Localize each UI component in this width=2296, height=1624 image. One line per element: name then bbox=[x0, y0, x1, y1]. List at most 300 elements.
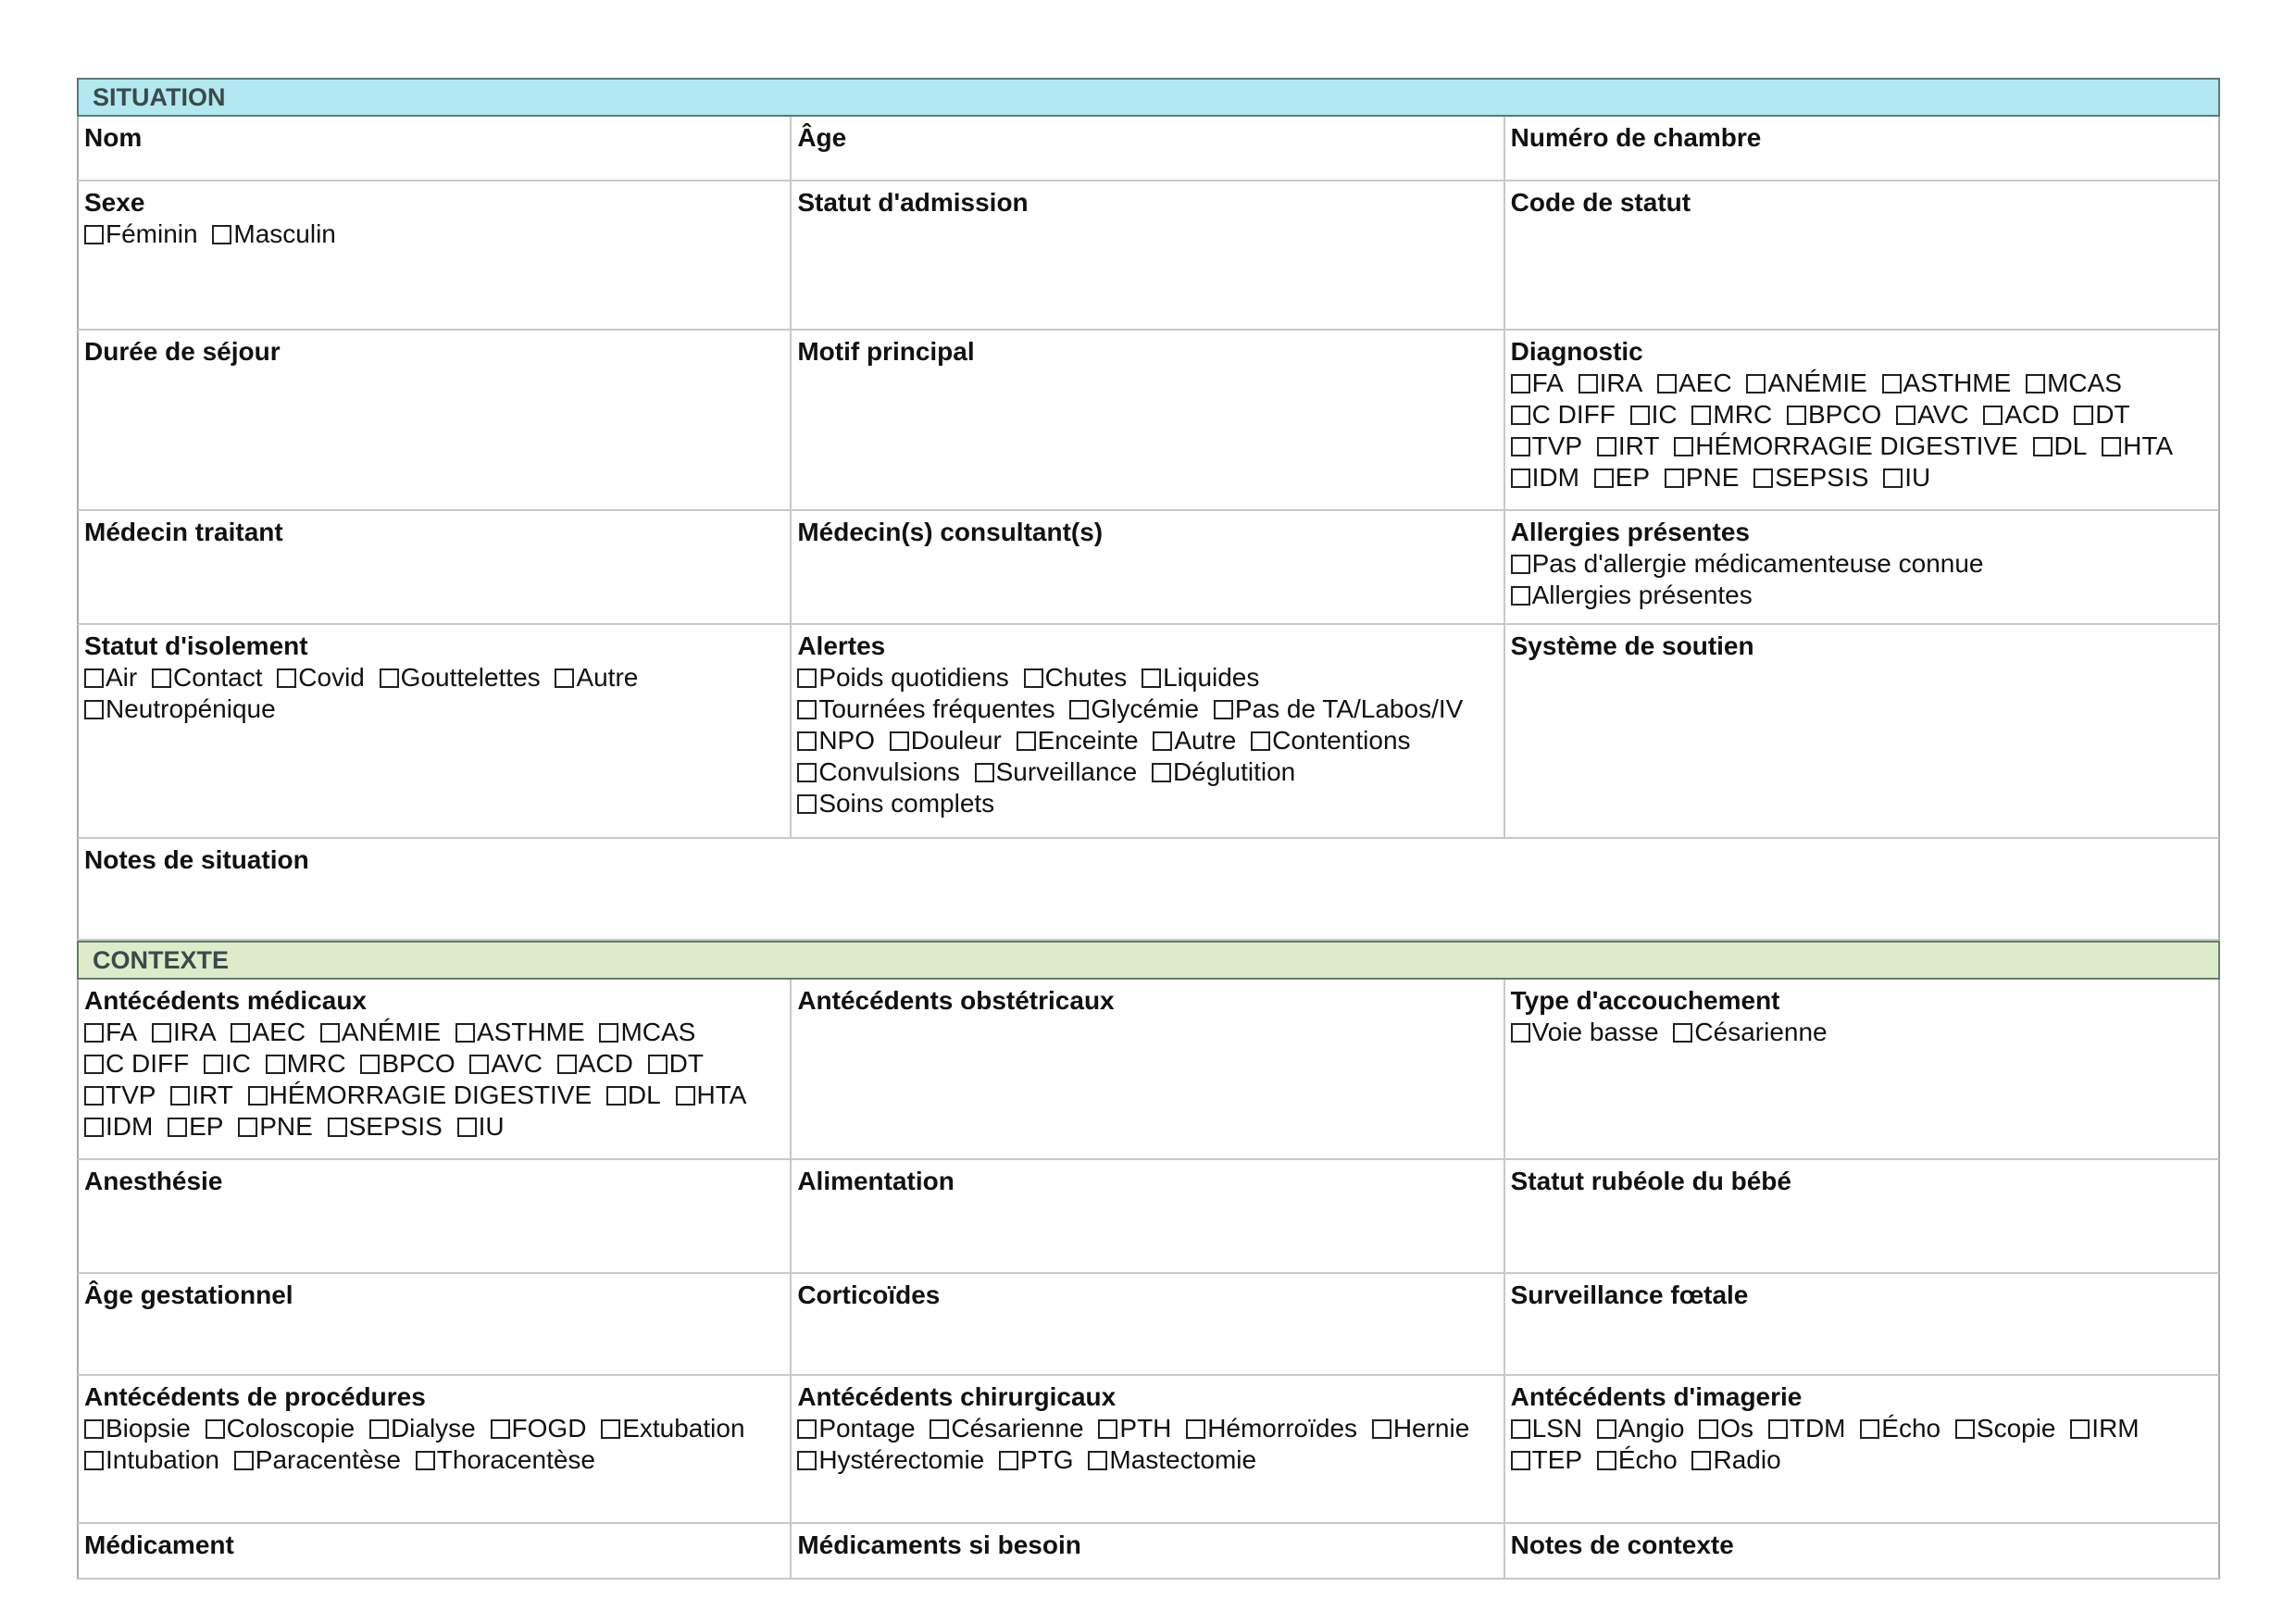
checkbox-option[interactable] bbox=[2102, 431, 2173, 460]
field-label: Statut d'isolement bbox=[84, 631, 308, 660]
field-motif-principal[interactable] bbox=[792, 331, 1504, 509]
checkbox-option[interactable] bbox=[1597, 1445, 1678, 1474]
checkbox[interactable] bbox=[1088, 1451, 1107, 1470]
checkbox[interactable] bbox=[1597, 1451, 1616, 1470]
checkbox[interactable] bbox=[84, 1118, 104, 1137]
checkbox[interactable] bbox=[1511, 1023, 1530, 1043]
checkbox[interactable] bbox=[1955, 1419, 1975, 1439]
checkbox-label: Radio bbox=[1713, 1445, 1781, 1474]
field-alertes[interactable] bbox=[792, 625, 1504, 837]
field-allergies-presentes[interactable] bbox=[1505, 511, 2218, 623]
checkbox-option[interactable] bbox=[1511, 549, 1984, 578]
checkbox[interactable] bbox=[1017, 731, 1036, 751]
checkbox-option[interactable] bbox=[601, 1414, 744, 1443]
checkbox-option[interactable] bbox=[1883, 463, 1930, 492]
situation-rows bbox=[77, 117, 2220, 941]
checkbox-label: ASTHME bbox=[1903, 369, 2012, 397]
checkbox-label: Covid bbox=[298, 663, 365, 692]
checkbox-option[interactable] bbox=[1511, 1445, 1582, 1474]
checkbox[interactable] bbox=[1753, 468, 1773, 488]
checkbox-option[interactable] bbox=[1787, 400, 1881, 429]
checkbox-option[interactable] bbox=[1882, 369, 2012, 397]
field-corticoides[interactable] bbox=[792, 1274, 1504, 1374]
checkbox-label: Liquides bbox=[1163, 663, 1260, 692]
checkbox[interactable] bbox=[1214, 700, 1233, 719]
checkbox-option[interactable] bbox=[1511, 1414, 1582, 1443]
field-systeme-de-soutien[interactable] bbox=[1505, 625, 2218, 837]
checkbox[interactable] bbox=[648, 1055, 668, 1074]
checkbox[interactable] bbox=[369, 1419, 389, 1439]
checkbox-option[interactable] bbox=[84, 1081, 156, 1109]
situation-row bbox=[77, 181, 2220, 331]
checkbox-option[interactable] bbox=[797, 757, 960, 786]
checkbox[interactable] bbox=[599, 1023, 618, 1043]
field-label: Nom bbox=[84, 123, 143, 152]
checkbox-option[interactable] bbox=[1511, 369, 1564, 397]
checkbox[interactable] bbox=[266, 1055, 285, 1074]
checkbox[interactable] bbox=[168, 1118, 187, 1137]
checkbox[interactable] bbox=[1896, 406, 1915, 425]
checkbox[interactable] bbox=[1597, 437, 1616, 456]
checkbox-group bbox=[84, 1017, 784, 1143]
checkbox[interactable] bbox=[1883, 468, 1903, 488]
field-label: Notes de situation bbox=[84, 845, 309, 874]
situation-row bbox=[77, 839, 2220, 941]
checkbox-option[interactable] bbox=[1594, 463, 1650, 492]
field-anesthesie[interactable] bbox=[79, 1160, 792, 1272]
checkbox[interactable] bbox=[797, 763, 817, 782]
field-antecedents-chirurgicaux[interactable] bbox=[792, 1376, 1504, 1522]
checkbox-label: Thoracentèse bbox=[436, 1445, 595, 1474]
checkbox[interactable] bbox=[277, 668, 296, 688]
checkbox-option[interactable] bbox=[1069, 694, 1199, 723]
checkbox-option[interactable] bbox=[234, 1445, 401, 1474]
checkbox-option[interactable] bbox=[1746, 369, 1866, 397]
field-label: Notes de contexte bbox=[1510, 1530, 1734, 1559]
checkbox-option[interactable] bbox=[1152, 757, 1295, 786]
checkbox-option[interactable] bbox=[84, 694, 276, 723]
checkbox[interactable] bbox=[1069, 700, 1089, 719]
checkbox-option[interactable] bbox=[1017, 726, 1139, 755]
checkbox[interactable] bbox=[320, 1023, 340, 1043]
checkbox[interactable] bbox=[84, 1451, 104, 1470]
checkbox-option[interactable] bbox=[1896, 400, 1969, 429]
checkbox-option[interactable] bbox=[238, 1112, 313, 1141]
checkbox-label: Convulsions bbox=[818, 757, 960, 786]
checkbox[interactable] bbox=[797, 668, 817, 688]
checkbox-label: NPO bbox=[818, 726, 875, 755]
checkbox-option[interactable] bbox=[152, 663, 263, 692]
checkbox[interactable] bbox=[238, 1118, 257, 1137]
field-label: Statut rubéole du bébé bbox=[1510, 1167, 1791, 1195]
checkbox-option[interactable] bbox=[1024, 663, 1128, 692]
field-surveillance-f-tale[interactable] bbox=[1505, 1274, 2218, 1374]
checkbox-option[interactable] bbox=[1597, 1414, 1685, 1443]
checkbox-option[interactable] bbox=[248, 1081, 593, 1109]
checkbox[interactable] bbox=[360, 1055, 380, 1074]
checkbox[interactable] bbox=[797, 731, 817, 751]
checkbox-option[interactable] bbox=[2026, 369, 2122, 397]
checkbox[interactable] bbox=[1511, 1419, 1530, 1439]
checkbox-option[interactable] bbox=[491, 1414, 587, 1443]
checkbox-group bbox=[84, 1413, 784, 1476]
checkbox[interactable] bbox=[797, 794, 817, 814]
field-notes-de-contexte[interactable] bbox=[1505, 1524, 2218, 1578]
checkbox[interactable] bbox=[1691, 1451, 1711, 1470]
checkbox-option[interactable] bbox=[557, 1049, 633, 1078]
checkbox-option[interactable] bbox=[277, 663, 365, 692]
checkbox-option[interactable] bbox=[1699, 1414, 1753, 1443]
checkbox[interactable] bbox=[1860, 1419, 1879, 1439]
checkbox[interactable] bbox=[1511, 1451, 1530, 1470]
checkbox-option[interactable] bbox=[797, 694, 1054, 723]
checkbox-option[interactable] bbox=[1860, 1414, 1940, 1443]
field-antecedents-obstetricaux[interactable] bbox=[792, 980, 1504, 1158]
checkbox[interactable] bbox=[1597, 1419, 1616, 1439]
checkbox-label: TEP bbox=[1531, 1445, 1583, 1474]
checkbox[interactable] bbox=[797, 1419, 817, 1439]
checkbox-option[interactable] bbox=[84, 1049, 189, 1078]
checkbox[interactable] bbox=[1511, 437, 1530, 456]
checkbox-option[interactable] bbox=[1142, 663, 1259, 692]
checkbox-option[interactable] bbox=[1691, 400, 1772, 429]
checkbox[interactable] bbox=[152, 668, 171, 688]
checkbox[interactable] bbox=[1674, 437, 1693, 456]
checkbox[interactable] bbox=[328, 1118, 347, 1137]
checkbox-option[interactable] bbox=[1768, 1414, 1846, 1443]
field-antecedents-de-procedures[interactable] bbox=[79, 1376, 792, 1522]
checkbox-label: Féminin bbox=[106, 219, 198, 248]
checkbox-option[interactable] bbox=[1511, 463, 1579, 492]
checkbox-option[interactable] bbox=[360, 1049, 455, 1078]
checkbox-label: Pontage bbox=[818, 1414, 916, 1443]
checkbox-label: Gouttelettes bbox=[400, 663, 541, 692]
checkbox-label: Déglutition bbox=[1172, 757, 1296, 786]
field-alimentation[interactable] bbox=[792, 1160, 1504, 1272]
checkbox-option[interactable] bbox=[1511, 581, 1753, 609]
checkbox[interactable] bbox=[975, 763, 994, 782]
checkbox[interactable] bbox=[84, 1086, 104, 1106]
checkbox[interactable] bbox=[1024, 668, 1043, 688]
checkbox[interactable] bbox=[557, 1055, 577, 1074]
checkbox[interactable] bbox=[1882, 374, 1902, 394]
checkbox[interactable] bbox=[170, 1086, 190, 1106]
checkbox[interactable] bbox=[1152, 763, 1171, 782]
checkbox-label: ANÉMIE bbox=[341, 1018, 442, 1046]
checkbox-option[interactable] bbox=[797, 789, 994, 818]
checkbox-option[interactable] bbox=[2074, 400, 2129, 429]
checkbox-option[interactable] bbox=[1098, 1414, 1171, 1443]
checkbox[interactable] bbox=[1153, 731, 1172, 751]
checkbox[interactable] bbox=[2074, 406, 2093, 425]
checkbox[interactable] bbox=[1186, 1419, 1205, 1439]
checkbox-label: Douleur bbox=[910, 726, 1002, 755]
field-age[interactable] bbox=[792, 117, 1504, 180]
field-numero-de-chambre[interactable] bbox=[1505, 117, 2218, 180]
field-code-de-statut[interactable] bbox=[1505, 181, 2218, 329]
contexte-header: CONTEXTE bbox=[77, 941, 2220, 980]
checkbox-label: Enceinte bbox=[1037, 726, 1139, 755]
checkbox[interactable] bbox=[890, 731, 909, 751]
checkbox-option[interactable] bbox=[170, 1081, 233, 1109]
checkbox[interactable] bbox=[380, 668, 399, 688]
field-label: Durée de séjour bbox=[84, 337, 281, 366]
checkbox-option[interactable] bbox=[1578, 369, 1643, 397]
checkbox-option[interactable] bbox=[797, 1445, 984, 1474]
checkbox-option[interactable] bbox=[1511, 400, 1616, 429]
checkbox-option[interactable] bbox=[797, 1414, 915, 1443]
checkbox-label: EP bbox=[189, 1112, 224, 1141]
checkbox[interactable] bbox=[676, 1086, 695, 1106]
field-statut-rubeole-du-bebe[interactable] bbox=[1505, 1160, 2218, 1272]
checkbox-label: TDM bbox=[1789, 1414, 1846, 1443]
checkbox[interactable] bbox=[1511, 374, 1530, 394]
checkbox-label: Neutropénique bbox=[106, 694, 276, 723]
field-medecin-s-consultant-s[interactable] bbox=[792, 511, 1504, 623]
checkbox[interactable] bbox=[1372, 1419, 1391, 1439]
field-statut-d-isolement[interactable] bbox=[79, 625, 792, 837]
checkbox-label: IC bbox=[1651, 400, 1678, 429]
checkbox-option[interactable] bbox=[1372, 1414, 1469, 1443]
checkbox-option[interactable] bbox=[457, 1112, 505, 1141]
checkbox-label: Voie basse bbox=[1531, 1018, 1659, 1046]
checkbox-option[interactable] bbox=[1955, 1414, 2056, 1443]
checkbox[interactable] bbox=[797, 1451, 817, 1470]
checkbox-option[interactable] bbox=[890, 726, 1002, 755]
field-medicament[interactable] bbox=[79, 1524, 792, 1578]
checkbox-option[interactable] bbox=[1251, 726, 1410, 755]
checkbox-option[interactable] bbox=[930, 1414, 1083, 1443]
checkbox[interactable] bbox=[2102, 437, 2121, 456]
checkbox-label: IU bbox=[478, 1112, 505, 1141]
checkbox-option[interactable] bbox=[1753, 463, 1868, 492]
checkbox-label: Allergies présentes bbox=[1531, 581, 1753, 609]
checkbox-option[interactable] bbox=[555, 663, 638, 692]
sbar-form bbox=[77, 78, 2220, 1580]
checkbox-label: Pas de TA/Labos/IV bbox=[1234, 694, 1464, 723]
checkbox[interactable] bbox=[1142, 668, 1161, 688]
checkbox-option[interactable] bbox=[2070, 1414, 2139, 1443]
checkbox[interactable] bbox=[455, 1023, 475, 1043]
situation-header: SITUATION bbox=[77, 78, 2220, 117]
checkbox-label: IRA bbox=[1599, 369, 1643, 397]
checkbox[interactable] bbox=[212, 225, 231, 244]
checkbox[interactable] bbox=[1511, 406, 1530, 425]
checkbox[interactable] bbox=[555, 668, 574, 688]
checkbox[interactable] bbox=[1098, 1419, 1117, 1439]
checkbox[interactable] bbox=[1673, 1023, 1692, 1043]
checkbox[interactable] bbox=[606, 1086, 626, 1106]
checkbox[interactable] bbox=[234, 1451, 254, 1470]
checkbox[interactable] bbox=[999, 1451, 1018, 1470]
checkbox-option[interactable] bbox=[999, 1445, 1074, 1474]
checkbox-label: IRA bbox=[173, 1018, 217, 1046]
contexte-rows bbox=[77, 980, 2220, 1580]
checkbox-option[interactable] bbox=[975, 757, 1138, 786]
checkbox[interactable] bbox=[1578, 374, 1598, 394]
checkbox[interactable] bbox=[1511, 586, 1530, 606]
checkbox[interactable] bbox=[84, 225, 104, 244]
checkbox[interactable] bbox=[601, 1419, 620, 1439]
checkbox-option[interactable] bbox=[599, 1018, 695, 1046]
checkbox[interactable] bbox=[469, 1055, 489, 1074]
field-notes-de-situation[interactable] bbox=[79, 839, 2218, 939]
checkbox-option[interactable] bbox=[84, 1445, 219, 1474]
checkbox-label: PTG bbox=[1020, 1445, 1074, 1474]
checkbox-option[interactable] bbox=[1214, 694, 1463, 723]
checkbox-option[interactable] bbox=[152, 1018, 217, 1046]
checkbox[interactable] bbox=[1691, 406, 1711, 425]
field-label: Sexe bbox=[84, 188, 145, 217]
field-type-d-accouchement[interactable] bbox=[1505, 980, 2218, 1158]
checkbox-option[interactable] bbox=[1511, 431, 1582, 460]
checkbox-option[interactable] bbox=[455, 1018, 585, 1046]
checkbox[interactable] bbox=[1511, 468, 1530, 488]
checkbox[interactable] bbox=[1699, 1419, 1718, 1439]
checkbox[interactable] bbox=[84, 1023, 104, 1043]
field-statut-d-admission[interactable] bbox=[792, 181, 1504, 329]
checkbox-option[interactable] bbox=[168, 1112, 223, 1141]
checkbox-option[interactable] bbox=[1088, 1445, 1256, 1474]
checkbox-option[interactable] bbox=[84, 663, 137, 692]
checkbox-option[interactable] bbox=[266, 1049, 346, 1078]
field-age-gestationnel[interactable] bbox=[79, 1274, 792, 1374]
checkbox[interactable] bbox=[248, 1086, 268, 1106]
checkbox[interactable] bbox=[231, 1023, 250, 1043]
checkbox-option[interactable] bbox=[231, 1018, 306, 1046]
field-medicaments-si-besoin[interactable] bbox=[792, 1524, 1504, 1578]
checkbox[interactable] bbox=[84, 1419, 104, 1439]
checkbox[interactable] bbox=[2070, 1419, 2090, 1439]
checkbox-option[interactable] bbox=[1630, 400, 1678, 429]
checkbox[interactable] bbox=[84, 1055, 104, 1074]
field-nom[interactable] bbox=[79, 117, 792, 180]
checkbox-option[interactable] bbox=[1657, 369, 1732, 397]
checkbox-option[interactable] bbox=[84, 1018, 137, 1046]
checkbox[interactable] bbox=[1251, 731, 1270, 751]
field-sexe[interactable] bbox=[79, 181, 792, 329]
checkbox[interactable] bbox=[1746, 374, 1766, 394]
contexte-row bbox=[77, 1376, 2220, 1524]
field-antecedents-d-imagerie[interactable] bbox=[1505, 1376, 2218, 1522]
checkbox-option[interactable] bbox=[320, 1018, 441, 1046]
checkbox-option[interactable] bbox=[797, 726, 875, 755]
checkbox-option[interactable] bbox=[1597, 431, 1660, 460]
checkbox-option[interactable] bbox=[416, 1445, 595, 1474]
checkbox-option[interactable] bbox=[1983, 400, 2059, 429]
checkbox-option[interactable] bbox=[212, 219, 335, 248]
field-duree-de-sejour[interactable] bbox=[79, 331, 792, 509]
field-diagnostic[interactable] bbox=[1505, 331, 2218, 509]
checkbox-group bbox=[1511, 1017, 2213, 1048]
checkbox-option[interactable] bbox=[606, 1081, 661, 1109]
checkbox-label: Masculin bbox=[233, 219, 336, 248]
checkbox[interactable] bbox=[84, 668, 104, 688]
checkbox-label: BPCO bbox=[381, 1049, 455, 1078]
checkbox[interactable] bbox=[84, 700, 104, 719]
checkbox-label: Mastectomie bbox=[1109, 1445, 1257, 1474]
checkbox-label: Scopie bbox=[1976, 1414, 2056, 1443]
checkbox[interactable] bbox=[152, 1023, 171, 1043]
checkbox[interactable] bbox=[1665, 468, 1684, 488]
checkbox-option[interactable] bbox=[1691, 1445, 1780, 1474]
checkbox-label: PTH bbox=[1119, 1414, 1172, 1443]
checkbox[interactable] bbox=[930, 1419, 949, 1439]
checkbox-group bbox=[797, 1413, 1497, 1476]
checkbox-label: IDM bbox=[1531, 463, 1579, 492]
checkbox[interactable] bbox=[797, 700, 817, 719]
checkbox-label: Hystérectomie bbox=[818, 1445, 985, 1474]
checkbox-option[interactable] bbox=[1674, 431, 2018, 460]
checkbox-label: Intubation bbox=[106, 1445, 219, 1474]
checkbox-label: C DIFF bbox=[106, 1049, 190, 1078]
field-label: Diagnostic bbox=[1510, 337, 1643, 366]
checkbox[interactable] bbox=[457, 1118, 477, 1137]
checkbox[interactable] bbox=[1657, 374, 1677, 394]
checkbox-option[interactable] bbox=[84, 1414, 191, 1443]
contexte-row bbox=[77, 1160, 2220, 1274]
checkbox-option[interactable] bbox=[1511, 1018, 1659, 1046]
field-medecin-traitant[interactable] bbox=[79, 511, 792, 623]
checkbox-option[interactable] bbox=[328, 1112, 443, 1141]
checkbox-option[interactable] bbox=[369, 1414, 476, 1443]
field-antecedents-medicaux[interactable] bbox=[79, 980, 792, 1158]
checkbox-option[interactable] bbox=[206, 1414, 356, 1443]
checkbox[interactable] bbox=[1630, 406, 1650, 425]
checkbox-label: Angio bbox=[1617, 1414, 1685, 1443]
checkbox-option[interactable] bbox=[84, 1112, 153, 1141]
checkbox-option[interactable] bbox=[204, 1049, 251, 1078]
checkbox-option[interactable] bbox=[469, 1049, 543, 1078]
checkbox-option[interactable] bbox=[1673, 1018, 1827, 1046]
checkbox[interactable] bbox=[2026, 374, 2045, 394]
field-label: Âge gestationnel bbox=[84, 1280, 293, 1309]
checkbox-label: C DIFF bbox=[1531, 400, 1616, 429]
checkbox[interactable] bbox=[206, 1419, 225, 1439]
checkbox-option[interactable] bbox=[676, 1081, 747, 1109]
contexte-row bbox=[77, 980, 2220, 1160]
checkbox-option[interactable] bbox=[1665, 463, 1740, 492]
checkbox-label: ASTHME bbox=[476, 1018, 585, 1046]
checkbox-option[interactable] bbox=[648, 1049, 704, 1078]
checkbox[interactable] bbox=[416, 1451, 435, 1470]
checkbox[interactable] bbox=[491, 1419, 510, 1439]
checkbox[interactable] bbox=[204, 1055, 223, 1074]
checkbox-option[interactable] bbox=[797, 663, 1008, 692]
checkbox[interactable] bbox=[1511, 555, 1530, 574]
checkbox-option[interactable] bbox=[380, 663, 541, 692]
checkbox[interactable] bbox=[1768, 1419, 1788, 1439]
checkbox[interactable] bbox=[1787, 406, 1806, 425]
checkbox[interactable] bbox=[1594, 468, 1614, 488]
checkbox-group bbox=[1511, 1413, 2213, 1476]
checkbox[interactable] bbox=[2033, 437, 2053, 456]
checkbox-label: IC bbox=[225, 1049, 251, 1078]
checkbox-label: TVP bbox=[1531, 431, 1583, 460]
checkbox-group bbox=[1511, 368, 2213, 493]
checkbox-label: IRT bbox=[1617, 431, 1660, 460]
checkbox-option[interactable] bbox=[2033, 431, 2088, 460]
checkbox-option[interactable] bbox=[1153, 726, 1236, 755]
checkbox-label: HTA bbox=[696, 1081, 747, 1109]
checkbox-option[interactable] bbox=[84, 219, 198, 248]
checkbox[interactable] bbox=[1983, 406, 2003, 425]
checkbox-label: Écho bbox=[1617, 1445, 1678, 1474]
checkbox-label: ANÉMIE bbox=[1767, 369, 1867, 397]
checkbox-label: Hernie bbox=[1392, 1414, 1470, 1443]
checkbox-option[interactable] bbox=[1186, 1414, 1357, 1443]
field-label: Code de statut bbox=[1510, 188, 1691, 217]
